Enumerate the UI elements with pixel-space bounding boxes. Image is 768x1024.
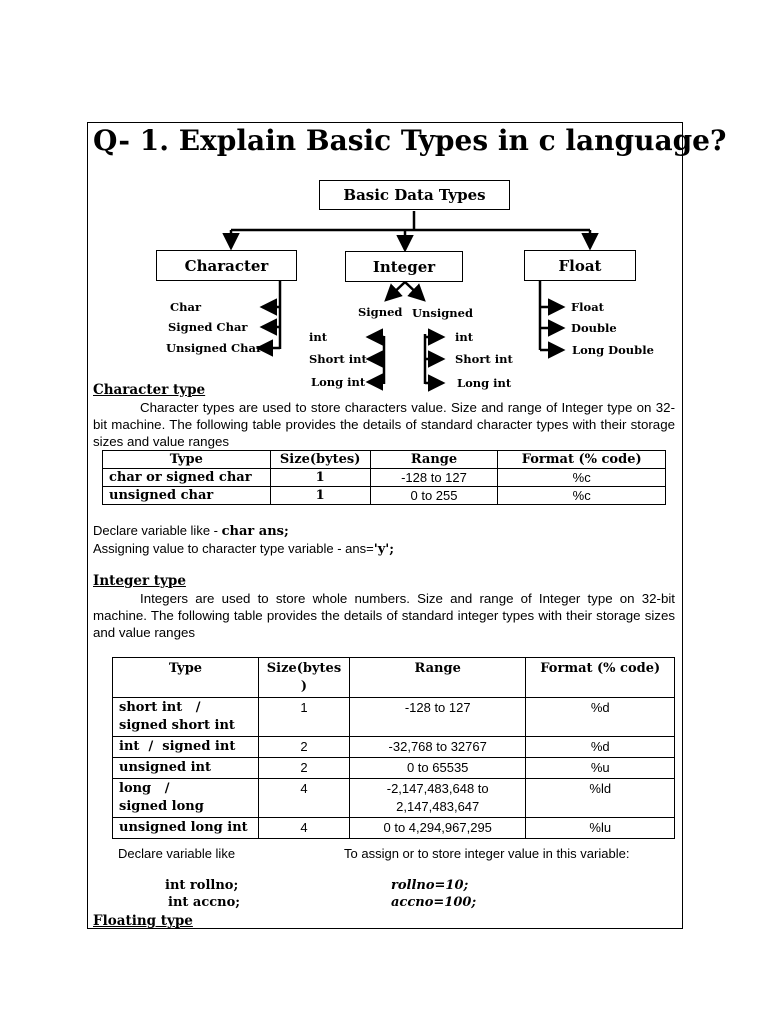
col-header-size: Size(bytes)	[270, 451, 370, 469]
col-header-range: Range	[370, 451, 498, 469]
cell-type: unsigned char	[103, 487, 271, 505]
col-header-format: Format (% code)	[498, 451, 666, 469]
double-item: Double	[571, 321, 617, 335]
cell-range: -2,147,483,648 to 2,147,483,647	[349, 779, 526, 818]
char-assign-prefix: Assigning value to character type variable - ans=	[93, 541, 374, 556]
cell-type: unsigned int	[113, 758, 259, 779]
cell-range: 0 to 4,294,967,295	[349, 818, 526, 839]
char-declare-code: char ans;	[221, 524, 289, 539]
col-header-size: Size(bytes )	[258, 658, 349, 698]
cell-range: 0 to 65535	[349, 758, 526, 779]
cell-type: int / signed int	[113, 737, 259, 758]
table-header-row	[113, 658, 675, 698]
page-title: Q- 1. Explain Basic Types in c language?	[93, 124, 727, 157]
int-assign-label: To assign or to store integer value in this variable:	[344, 846, 630, 861]
cell-format: %d	[526, 737, 675, 758]
node-float: Float	[524, 250, 636, 281]
cell-range: -128 to 127	[370, 469, 498, 487]
cell-type: long / signed long	[113, 779, 259, 818]
cell-format: %ld	[526, 779, 675, 818]
unsigned-int-item: int	[455, 330, 474, 344]
cell-size: 2	[258, 737, 349, 758]
signed-char-item: Signed Char	[168, 320, 248, 334]
cell-size: 2	[258, 758, 349, 779]
cell-range: -32,768 to 32767	[349, 737, 526, 758]
col-header-range: Range	[349, 658, 526, 698]
int-assign-accno: accno=100;	[391, 895, 477, 910]
col-header-format: Format (% code)	[526, 658, 675, 698]
cell-format: %c	[498, 487, 666, 505]
table-row	[113, 779, 675, 818]
col-header-type: Type	[103, 451, 271, 469]
cell-format: %u	[526, 758, 675, 779]
table-row	[103, 487, 666, 505]
float-item: Float	[571, 300, 604, 314]
character-type-heading: Character type	[93, 382, 206, 398]
int-assign-rollno: rollno=10;	[391, 878, 469, 893]
table-row	[113, 758, 675, 779]
signed-short-int-item: Short int	[309, 352, 367, 366]
table-row	[113, 737, 675, 758]
cell-type: short int / signed short int	[113, 698, 259, 737]
integer-type-table	[112, 657, 675, 839]
cell-format: %lu	[526, 818, 675, 839]
cell-range: -128 to 127	[349, 698, 526, 737]
char-assign-line	[93, 540, 394, 558]
unsigned-short-int-item: Short int	[455, 352, 513, 366]
unsigned-long-int-item: Long int	[457, 376, 512, 390]
cell-range: 0 to 255	[370, 487, 498, 505]
table-row	[113, 698, 675, 737]
character-type-table	[102, 450, 666, 505]
int-declare-accno: int accno;	[168, 895, 241, 910]
cell-size: 1	[270, 469, 370, 487]
char-declare-line	[93, 522, 289, 540]
unsigned-char-item: Unsigned Char	[166, 341, 263, 355]
col-header-type: Type	[113, 658, 259, 698]
cell-type: char or signed char	[103, 469, 271, 487]
table-header-row	[103, 451, 666, 469]
cell-format: %c	[498, 469, 666, 487]
cell-size: 4	[258, 779, 349, 818]
node-integer: Integer	[345, 251, 463, 282]
char-assign-code: 'y';	[373, 542, 395, 557]
signed-label: Signed	[358, 305, 403, 319]
cell-format: %d	[526, 698, 675, 737]
integer-type-paragraph: Integers are used to store whole numbers. Size and range of Integer type on 32-bit machine. The following table provides the details of standard integer types with their storage sizes and value ranges	[93, 591, 675, 640]
int-declare-rollno: int rollno;	[165, 878, 239, 893]
long-double-item: Long Double	[572, 343, 654, 357]
root-node-basic-data-types: Basic Data Types	[319, 180, 510, 210]
signed-long-int-item: Long int	[311, 375, 366, 389]
cell-type: unsigned long int	[113, 818, 259, 839]
table-row	[103, 469, 666, 487]
cell-size: 1	[258, 698, 349, 737]
integer-type-heading: Integer type	[93, 573, 186, 589]
char-declare-prefix: Declare variable like -	[93, 523, 222, 538]
floating-type-heading: Floating type	[93, 913, 193, 929]
node-character: Character	[156, 250, 297, 281]
unsigned-label: Unsigned	[412, 306, 473, 320]
int-declare-label: Declare variable like	[118, 846, 236, 861]
cell-size: 1	[270, 487, 370, 505]
cell-size: 4	[258, 818, 349, 839]
table-row	[113, 818, 675, 839]
character-type-paragraph: Character types are used to store characters value. Size and range of Integer type on 32-bit machine. The following table provides the details of standard character types with their storage sizes and value ranges	[93, 400, 675, 449]
char-item: Char	[170, 300, 202, 314]
signed-int-item: int	[309, 330, 328, 344]
